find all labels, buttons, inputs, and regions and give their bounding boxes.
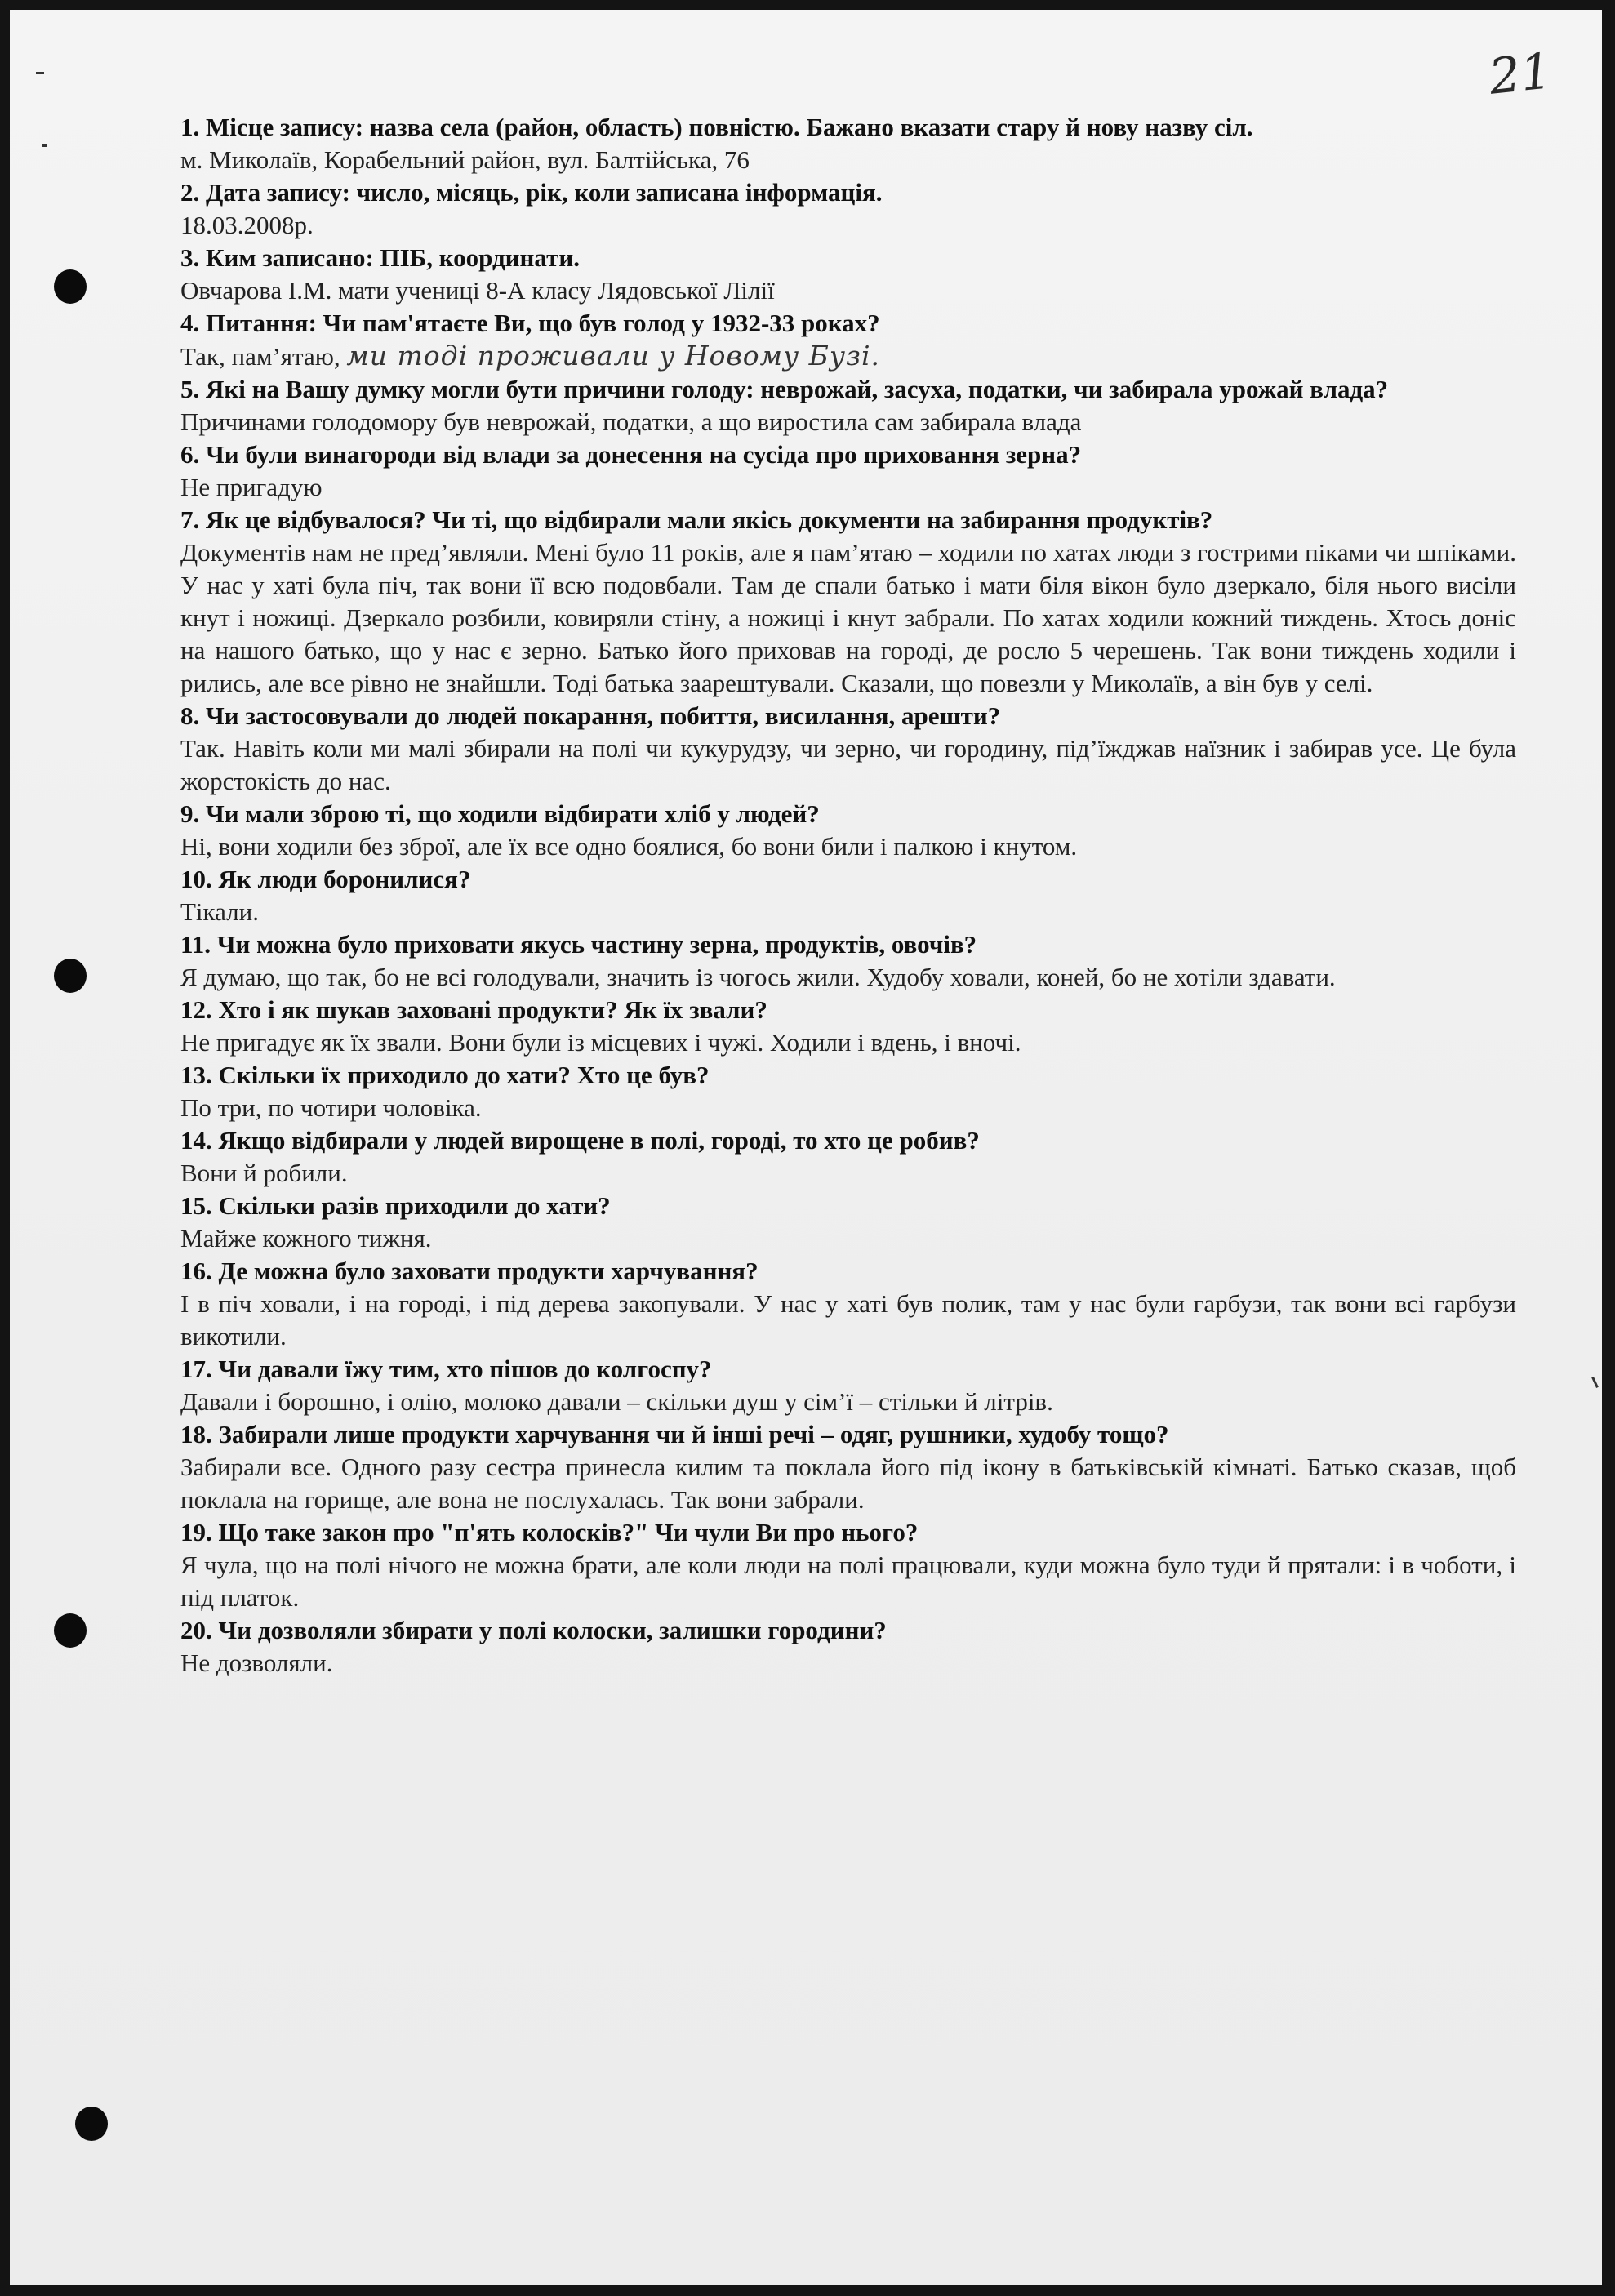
answer-text: Овчарова І.М. мати учениці 8-А класу Лядовської Лілії bbox=[180, 276, 775, 305]
qa-item bbox=[180, 373, 1516, 438]
qa-item bbox=[180, 1124, 1516, 1190]
qa-item bbox=[180, 1190, 1516, 1255]
questionnaire bbox=[180, 111, 1516, 1680]
handwritten-page-number: 21 bbox=[1486, 42, 1555, 106]
answer-line bbox=[180, 340, 1516, 373]
answer-text: Причинами голодомору був неврожай, податки, а що виростила сам забирала влада bbox=[180, 407, 1082, 436]
question-text: 7. Як це відбувалося? Чи ті, що відбирали мали якісь документи на забирання продуктів? bbox=[180, 505, 1213, 534]
question-text: 9. Чи мали зброю ті, що ходили відбирати хліб у людей? bbox=[180, 799, 820, 828]
question-text: 20. Чи дозволяли збирати у полі колоски, залишки городини? bbox=[180, 1616, 887, 1644]
question-text: 11. Чи можна було приховати якусь частину зерна, продуктів, овочів? bbox=[180, 930, 977, 959]
qa-item bbox=[180, 242, 1516, 307]
question-text: 16. Де можна було заховати продукти харчування? bbox=[180, 1257, 759, 1285]
question-text: 19. Що таке закон про "п'ять колосків?" Чи чули Ви про нього? bbox=[180, 1518, 919, 1546]
answer-text: м. Миколаїв, Корабельний район, вул. Балтійська, 76 bbox=[180, 145, 750, 174]
question-text: 12. Хто і як шукав заховані продукти? Як їх звали? bbox=[180, 995, 767, 1024]
punch-hole bbox=[75, 2107, 108, 2141]
answer-text: Не пригадує як їх звали. Вони були із місцевих і чужі. Ходили і вдень, і вночі. bbox=[180, 1028, 1021, 1057]
question-text: 10. Як люди боронилися? bbox=[180, 865, 471, 893]
qa-item bbox=[180, 1353, 1516, 1418]
question-text: 13. Скільки їх приходило до хати? Хто це був? bbox=[180, 1061, 710, 1089]
scan-speck bbox=[42, 144, 47, 147]
qa-item bbox=[180, 700, 1516, 798]
answer-text: Ні, вони ходили без зброї, але їх все одно боялися, бо вони били і палкою і кнутом. bbox=[180, 832, 1078, 861]
answer-text: Тікали. bbox=[180, 897, 259, 926]
answer-text: Так. Навіть коли ми малі збирали на полі чи кукурудзу, чи зерно, чи городину, під’їжджав наїзник і забирав усе. Це була жорстокість до нас. bbox=[180, 734, 1516, 795]
handwritten-answer: ми тоді проживали у Новому Бузі. bbox=[346, 340, 881, 372]
qa-item bbox=[180, 111, 1516, 176]
scan-speck bbox=[1591, 1377, 1599, 1388]
question-text: 6. Чи були винагороди від влади за донесення на сусіда про приховання зерна? bbox=[180, 440, 1082, 469]
qa-item bbox=[180, 307, 1516, 373]
answer-text: І в піч ховали, і на городі, і під дерева закопували. У нас у хаті був полик, там у нас були гарбузи, так вони всі гарбузи викотили. bbox=[180, 1289, 1516, 1350]
question-text: 17. Чи давали їжу тим, хто пішов до колгоспу? bbox=[180, 1355, 712, 1383]
qa-item bbox=[180, 994, 1516, 1059]
answer-text: По три, по чотири чоловіка. bbox=[180, 1093, 482, 1122]
question-text: 2. Дата запису: число, місяць, рік, коли записана інформація. bbox=[180, 178, 883, 207]
answer-text: Вони й робили. bbox=[180, 1159, 348, 1187]
qa-item bbox=[180, 863, 1516, 928]
answer-text: Майже кожного тижня. bbox=[180, 1224, 432, 1253]
qa-item bbox=[180, 1059, 1516, 1124]
qa-item bbox=[180, 1418, 1516, 1516]
punch-hole bbox=[54, 1613, 87, 1648]
qa-item bbox=[180, 1516, 1516, 1614]
qa-item bbox=[180, 798, 1516, 863]
scan-speck bbox=[36, 72, 44, 74]
answer-text: Забирали все. Одного разу сестра принесла килим та поклала його під ікону в батьківській кімнаті. Батько сказав, щоб поклала на горище, але вона не послухалась. Так вони забрали. bbox=[180, 1453, 1516, 1514]
question-text: 3. Ким записано: ПІБ, координати. bbox=[180, 243, 580, 272]
qa-item bbox=[180, 504, 1516, 700]
question-text: 8. Чи застосовували до людей покарання, побиття, висилання, арешти? bbox=[180, 701, 1001, 730]
qa-item bbox=[180, 928, 1516, 994]
answer-text: 18.03.2008р. bbox=[180, 211, 314, 239]
qa-item bbox=[180, 438, 1516, 504]
qa-item bbox=[180, 1255, 1516, 1353]
answer-text: Я чула, що на полі нічого не можна брати, але коли люди на полі працювали, куди можна було туди й прятали: і в чоботи, і під платок. bbox=[180, 1551, 1516, 1612]
answer-text: Давали і борошно, і олію, молоко давали – скільки душ у сім’ї – стільки й літрів. bbox=[180, 1387, 1053, 1416]
question-text: 4. Питання: Чи пам'ятаєте Ви, що був голод у 1932-33 роках? bbox=[180, 309, 880, 337]
question-text: 1. Місце запису: назва села (район, область) повністю. Бажано вказати стару й нову назву сіл. bbox=[180, 113, 1253, 141]
answer-text: Не дозволяли. bbox=[180, 1649, 333, 1677]
qa-item bbox=[180, 176, 1516, 242]
punch-hole bbox=[54, 269, 87, 304]
answer-text: Документів нам не пред’являли. Мені було 11 років, але я пам’ятаю – ходили по хатах люди з гострими піками чи шпіками. У нас у хаті була піч, так вони її всю подовбали. Там де спали батько і мати біля вікон було дзеркало, біля нього висіли кнут і ножиці. Дзеркало розбили, ковиряли стіну, а ножиці і кнут забрали. По хатах ходили кожний тиждень. Хтось доніс на нашого батько, що у нас є зерно. Батько його приховав на городі, де росло 5 черешень. Так вони тиждень ходили і рились, але все рівно не знайшли. Тоді батька заарештували. Сказали, що повезли у Миколаїв, а він був у селі. bbox=[180, 538, 1516, 697]
question-text: 15. Скільки разів приходили до хати? bbox=[180, 1191, 611, 1220]
punch-hole bbox=[54, 959, 87, 993]
answer-text: Я думаю, що так, бо не всі голодували, значить із чогось жили. Худобу ховали, коней, бо не хотіли здавати. bbox=[180, 963, 1336, 991]
answer-text: Не пригадую bbox=[180, 473, 323, 501]
question-text: 14. Якщо відбирали у людей вирощене в полі, городі, то хто це робив? bbox=[180, 1126, 980, 1155]
answer-text: Так, пам’ятаю, bbox=[180, 342, 340, 371]
question-text: 18. Забирали лише продукти харчування чи й інші речі – одяг, рушники, худобу тощо? bbox=[180, 1420, 1169, 1448]
qa-item bbox=[180, 1614, 1516, 1680]
question-text: 5. Які на Вашу думку могли бути причини голоду: неврожай, засуха, податки, чи забирала урожай влада? bbox=[180, 375, 1389, 403]
